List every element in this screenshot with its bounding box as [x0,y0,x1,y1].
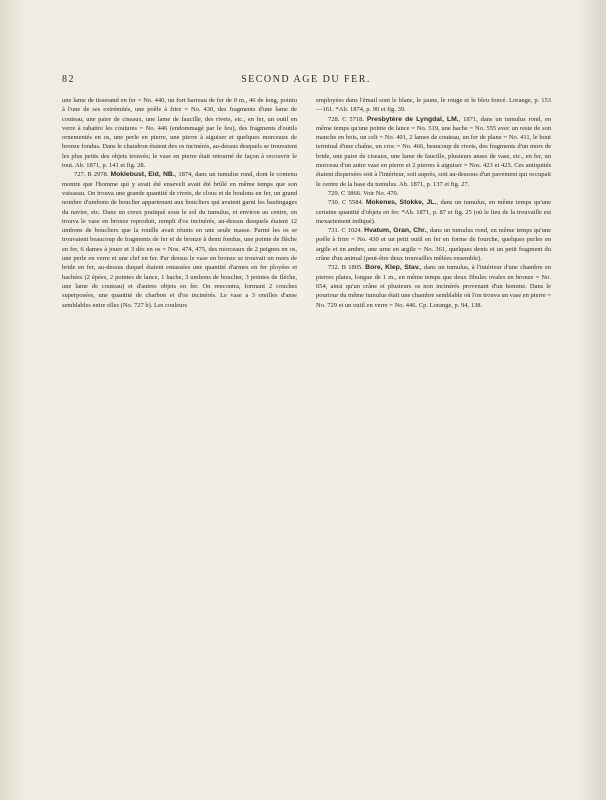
entry-number: 731. C 1024. [328,227,365,235]
site-name: Mokenes, Stokke, JL. [365,199,437,207]
entry-number: 729. C 3866. [328,189,364,197]
right-column [316,96,551,310]
left-column [62,96,297,310]
entry-text: , dans un tumulus rond, en même temps qu'une poêle à frire = No. 430 et un petit outil en fer en forme de fourche, quelques perles en argile et en ambre, une urne en argile = No. 361, quelques dents et un petit fragment du crâne d'un animal (peut-être deux trouvailles mêlées ensemble). [316,227,551,263]
entry-text: , dans un tumulus, à l'intérieur d'une chambre en pierres plates, longue de 1 m., en même temps que deux fibules ovales en bronze = No. 654, ainsi qu'un crâne et plusieurs os non incinérés provenant d'un homme. Dans le pourtour du même tumulus était une chambre semblable où l'on trouva un vase en pierre = No. 729 et un outil en verre = No. 446. Cp. Lorange, p. 94, 138. [316,264,551,309]
site-name: Bore, Klep, Stav. [365,264,420,272]
page-edge-shadow [580,0,606,800]
page-number: 82 [62,74,75,85]
catalogue-entry [316,189,551,198]
site-name: Presbytère de Lyngdal, LM. [366,115,459,123]
catalogue-entry [62,170,297,309]
catalogue-entry [316,226,551,263]
continued-paragraph [62,96,297,170]
site-name: Hvatum, Gran, Chr. [364,227,427,235]
catalogue-entry [316,198,551,226]
running-head: SECOND AGE DU FER. [241,74,371,85]
site-name: Moklebust, Eid, NB. [110,171,175,179]
entry-number: 727. B 2978. [74,171,111,179]
entry-number: 732. B 1805. [328,264,366,272]
continued-paragraph [316,96,551,115]
catalogue-entry [316,115,551,189]
entry-text: , 1871, dans un tumulus rond, en même temps qu'une pointe de lance = No. 519, une hache = No. 555 avec un reste de son manche en bois, un celt = No. 401, 2 lames de couteau, un fer de plane = No. 411, le bout terminal d'une chaîne, un croc = No. 466, beaucoup de rivets, des fragments d'un mors de bride, une paire de ciseaux, une lame de faucille, plusieurs anses de vase, etc., en fer, un morceau d'un autre vase en pierre et 2 pierres à aiguiser = Nos. 423 et 425. Ces antiquités étaient dispersées soit à l'intérieur, soit auprès, soit au-dessous d'un pavement qui occupait le centre de la base du tumulus. Ab. 1871, p. 137 et fig. 27. [316,115,551,188]
entry-number: 728. C 5718. [328,115,367,123]
entry-text: , dans un tumulus, en même temps qu'une certaine quantité d'objets en fer. *Ab. 1871, p. 87 et fig. 25 (où le lieu de la trouvaille est inexactement indiqué). [316,199,552,225]
entry-text: employées dans l'émail sont le blanc, le jaune, le rouge et le bleu foncé. Lorange, p. 153—161. *Ab. 1874, p. 90 et fig. 39. [316,97,551,114]
entry-text: une lame de tisserand en fer = No. 440, un fort barreau de fer de 0 m., 46 de long, pointu à l'une de ses extrémités, une poêle à frire = No. 430, des fragments d'une lame de couteau, une paire de ciseaux, une lame de faucille, des rivets, etc., en fer, un outil en verre à rabattre les coutures = No. 446 (endommagé par le feu), des fragments d'outils ornementés en os, une perle en pierre, une pierre à aiguiser et quelques morceaux de bronze fondus. Dans le chaudron étaient des os incinérés, au-dessus desquels se trouvaient les plus petits des objets trouvés; le vase en pierre était retourné de façon à recouvrir le tout. Ab. 1871, p. 141 et fig. 28. [62,97,298,170]
entry-text: Voir No. 470. [363,189,399,197]
page-header [62,74,550,88]
entry-text: , 1874, dans un tumulus rond, dont le contenu montre que l'homme qui y avait été enseveli avait été brûlé en même temps que son vaisseau. On trouva une grande quantité de rivets, de clous et de boulons en fer, un grand nombre d'umbons de bouclier appartenant aux boucliers qui avaient garni les bastingages du navire, etc. Dans un creux pratiqué sous le sol du tumulus, et environ au centre, on trouva le vase en bronze reproduit, rempli d'os incinérés, au-dessus desquels étaient 12 umbons de boucliers que la rouille avait réunis en une seule masse. Parmi les os se trouvaient beaucoup de fragments de fer et de bronze à demi fondus, une pointe de flèche en fer, 6 dames à jouer et 3 dés en os = Nos. 474, 475, des morceaux de 2 peignes en os, une perle en verre et une clef en fer. Par dessus le vase en bronze se trouvait un mors de bride en fer, au-dessus duquel étaient entassées une quantité d'armes en fer ployées et hachées (2 épées, 2 pointes de lance, 1 hache, 3 umbons de bouclier, 3 pointes de flèche, une lame de couteau) et d'autres objets en fer. On rencontra, formant 2 couches superposées, une quantité de charbon et d'os incinérés. Le vase a 3 oreilles d'anse semblables entre elles (No. 727 b). Les couleurs [62,171,297,309]
entry-number: 730. C 5584. [328,199,366,207]
catalogue-entry [316,263,551,309]
